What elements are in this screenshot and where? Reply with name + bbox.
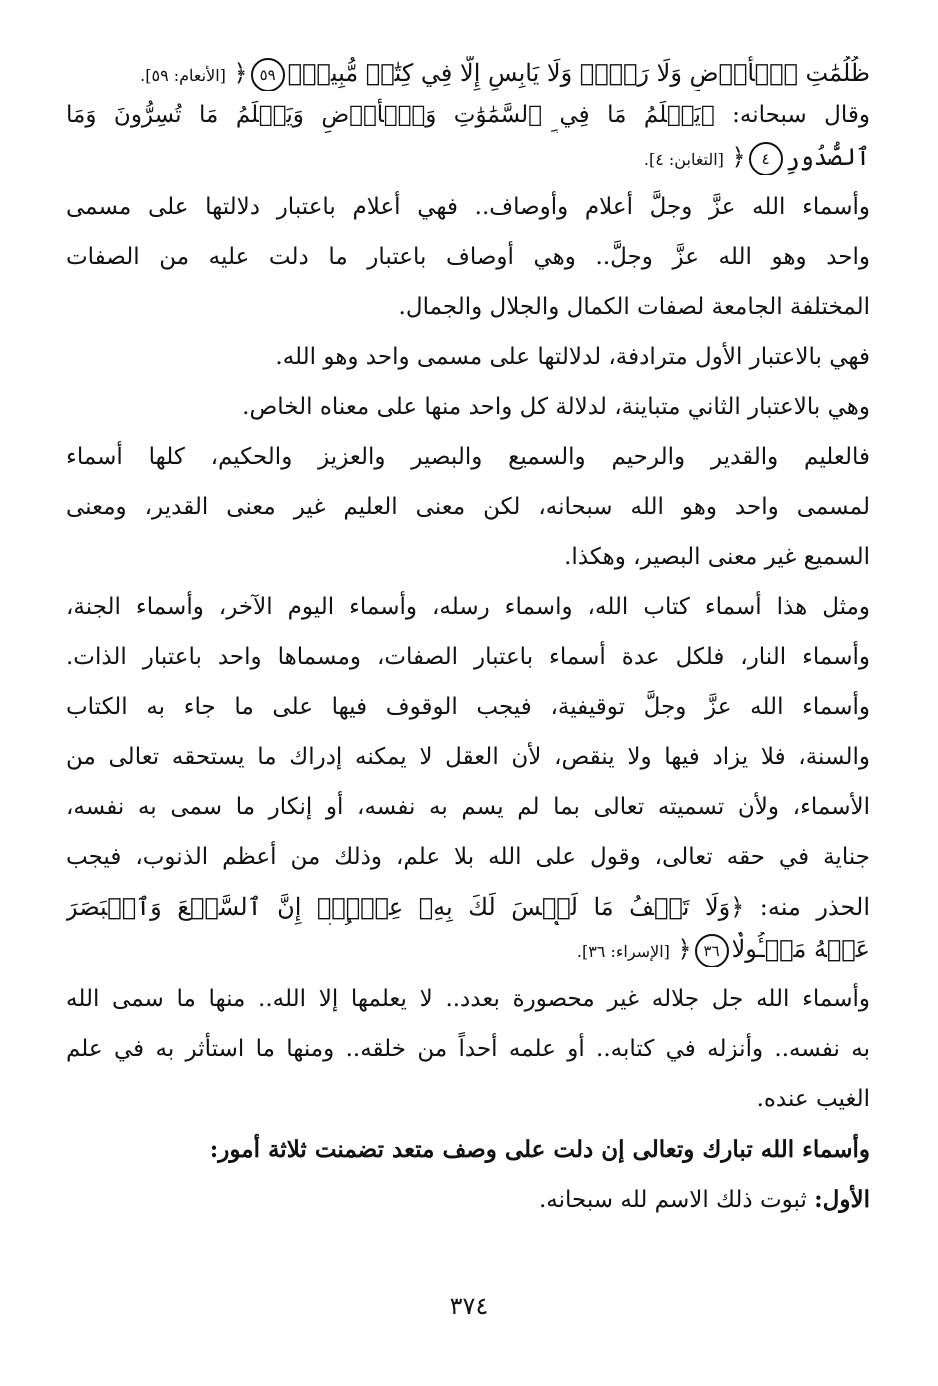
quran-verse-line: عَنۡهُ مَسۡـُٔولٗا٣٦﴿ [الإسراء: ٣٦]. (66, 932, 870, 967)
paragraph-line: وهي بالاعتبار الثاني متباينة، لدلالة كل واحد منها على معناه الخاص. (242, 394, 870, 420)
quran-verse-line: ظُلُمَٰتِ ٱلۡأَرۡضِ وَلَا رَطۡبٖ وَلَا يَابِسٍ إِلَّا فِي كِتَٰبٖ مُّبِينٖ﴾٥٩﴿ [الأنعام: ٥٩]. (66, 56, 870, 91)
quran-verse-line: ٱلصُّدُورِ٤﴿ [التغابن: ٤]. (66, 140, 870, 175)
paragraph-line: فهي بالاعتبار الأول مترادفة، لدلالتها على مسمى واحد وهو الله. (275, 344, 870, 370)
text-line: وقال سبحانه: ﴿يَعۡلَمُ مَا فِي ٱلسَّمَٰوَٰتِ وَٱلۡأَرۡضِ وَيَعۡلَمُ مَا تُسِرُّونَ وَمَا (66, 102, 870, 128)
paragraph-line: لمسمى واحد وهو الله سبحانه، لكن معنى العليم غير معنى القدير، ومعنى (66, 494, 870, 520)
verse-number-marker: ٤ (749, 142, 783, 176)
paragraph-line: الغيب عنده. (756, 1086, 870, 1112)
verse-number-marker: ٥٩ (251, 58, 285, 92)
verse-reference: [الإسراء: ٣٦]. (576, 942, 670, 961)
paragraph-line: المختلفة الجامعة لصفات الكمال والجلال والجمال. (398, 294, 870, 320)
paragraph-line: وأسماء الله عزَّ وجلَّ أعلام وأوصاف.. فهي أعلام باعتبار دلالتها على مسمى (66, 194, 870, 220)
item-label: الأول: (814, 1186, 870, 1213)
page-body (66, 56, 870, 1232)
section-heading: وأسماء الله تبارك وتعالى إن دلت على وصف متعد تضمنت ثلاثة أمور: (209, 1136, 870, 1163)
verse-text: ظُلُمَٰتِ ٱلۡأَرۡضِ وَلَا رَطۡبٖ وَلَا يَابِسٍ إِلَّا فِي كِتَٰبٖ مُّبِينٖ (302, 59, 870, 87)
page-number: ٣٧٤ (449, 1292, 489, 1320)
verse-reference: [الأنعام: ٥٩]. (140, 66, 226, 85)
paragraph-line: وأسماء النار، فلكل عدة أسماء باعتبار الصفات، ومسماها واحد باعتبار الذات. (66, 644, 870, 670)
quran-verse-line: الحذر منه: ﴿وَلَا تَقۡفُ مَا لَيۡسَ لَكَ بِهِۦ عِلۡمٌۚ إِنَّ ٱلسَّمۡعَ وَٱلۡبَصَرَ (66, 893, 870, 921)
paragraph-line: وأسماء الله جل جلاله غير محصورة بعدد.. لا يعلمها إلا الله.. منها ما سمى الله (66, 986, 870, 1012)
verse-number-marker: ٣٦ (695, 934, 729, 968)
paragraph-line: واحد وهو الله عزَّ وجلَّ.. وهي أوصاف باعتبار ما دلت عليه من الصفات (66, 244, 870, 270)
paragraph-line: جناية في حقه تعالى، وقول على الله بلا علم، وذلك من أعظم الذنوب، فيجب (66, 844, 870, 870)
list-item (66, 1182, 870, 1217)
paragraph-line: الأسماء، ولأن تسميته تعالى بما لم يسم به نفسه، أو إنكار ما سمى به نفسه، (66, 794, 870, 820)
paragraph-line: فالعليم والقدير والرحيم والسميع والبصير والعزيز والحكيم، كلها أسماء (66, 444, 870, 470)
verse-reference: [التغابن: ٤]. (643, 150, 724, 169)
paragraph-line: السميع غير معنى البصير، وهكذا. (564, 544, 870, 570)
verse-text: عَنۡهُ مَسۡـُٔولٗا (731, 935, 870, 963)
paragraph-line: وأسماء الله عزَّ وجلَّ توقيفية، فيجب الوقوف فيها على ما جاء به الكتاب (66, 694, 870, 720)
item-text: ثبوت ذلك الاسم لله سبحانه. (538, 1187, 807, 1213)
paragraph-line: به نفسه.. وأنزله في كتابه.. أو علمه أحداً من خلقه.. ومنها ما استأثر به في علم (66, 1036, 870, 1062)
paragraph-line: والسنة، فلا يزاد فيها ولا ينقص، لأن العقل لا يمكنه إدراك ما يستحقه تعالى من (66, 744, 870, 770)
paragraph-line: ومثل هذا أسماء كتاب الله، واسماء رسله، وأسماء اليوم الآخر، وأسماء الجنة، (66, 594, 870, 620)
verse-text: ٱلصُّدُورِ (785, 143, 870, 171)
